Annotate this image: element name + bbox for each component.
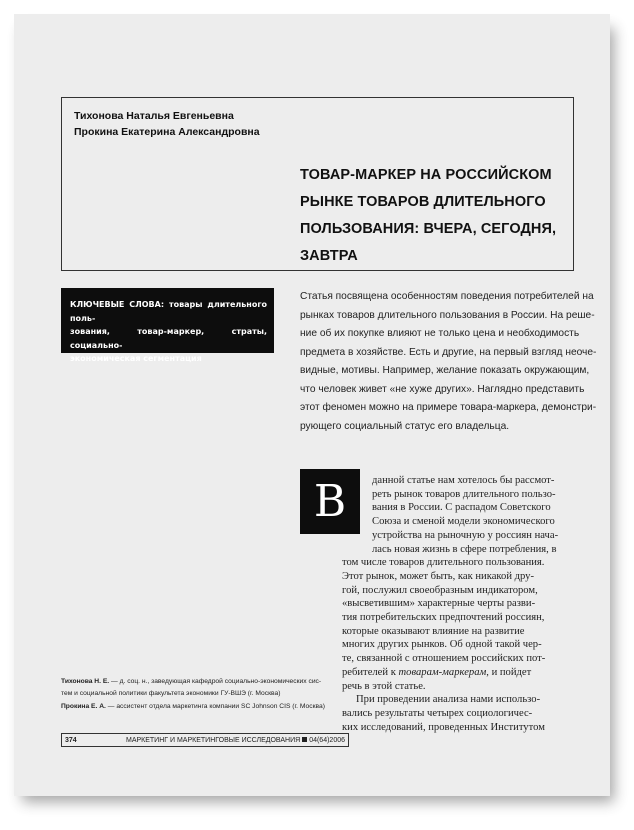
body-line: ких исследований, проведенных Институтом: [342, 721, 545, 733]
body-line: Союза и сменой модели экономического: [372, 516, 555, 528]
body-text-span: ребителей к: [342, 666, 399, 678]
body-line: вались результаты четырех социологичес-: [342, 707, 533, 719]
abstract-line: ние об их покупке влияют не только цена и необходимость: [300, 328, 580, 339]
body-line: При проведении анализа нами использо-: [356, 694, 541, 706]
page-footer: [61, 733, 349, 747]
body-line: гой, послужил своеобразным индикатором,: [342, 584, 538, 596]
author-2: Прокина Екатерина Александровна: [74, 126, 260, 138]
authors: [74, 108, 260, 140]
journal-info: [126, 737, 345, 744]
body-line: речь в этой статье.: [342, 680, 426, 692]
body-line: те, связанной с отношением российских пот-: [342, 653, 546, 665]
journal-name: МАРКЕТИНГ И МАРКЕТИНГОВЫЕ ИССЛЕДОВАНИЯ: [125, 736, 301, 744]
body-line: лась новая жизнь в сфере потребления, в: [372, 543, 557, 555]
author-footnotes: [61, 676, 351, 713]
abstract-line: Статья посвящена особенностям поведения потребителей на: [300, 291, 594, 302]
article-title: [300, 162, 560, 270]
body-line: том числе товаров длительного пользования.: [342, 557, 545, 569]
abstract-line: предмета в хозяйстве. Есть и другие, на первый взгляд неоче-: [300, 346, 597, 358]
body-line: «высветившим» характерные черты разви-: [342, 598, 536, 610]
drop-cap: В: [300, 469, 360, 534]
italic-term: товарам-маркерам: [398, 666, 487, 678]
keywords-line: КЛЮЧЕВЫЕ СЛОВА: товары длительного поль-: [70, 300, 267, 323]
header-box: [61, 97, 574, 271]
title-line: ПОЛЬЗОВАНИЯ: ВЧЕРА, СЕГОДНЯ,: [300, 221, 557, 237]
body-line: устройства на рыночную у россиян нача-: [372, 529, 559, 541]
body-line: многих других рынков. Об одной такой чер-: [342, 639, 542, 651]
title-line: ЗАВТРА: [300, 248, 358, 264]
footnote-line: [61, 676, 351, 688]
title-line: РЫНКЕ ТОВАРОВ ДЛИТЕЛЬНОГО: [300, 194, 546, 210]
abstract-line: что человек живет «не хуже других». Наглядно представить: [300, 383, 585, 395]
body-line: которые оказывают влияние на развитие: [342, 625, 525, 637]
abstract: [300, 288, 597, 436]
body-text-span: , и пойдет: [486, 666, 532, 678]
abstract-line: этот феномен можно на примере товара-маркера, демонстри-: [300, 402, 597, 413]
journal-page: [14, 14, 610, 796]
footnote-author: Тихонова Н. Е.: [61, 678, 110, 685]
footnote-author: Прокина Е. А.: [61, 702, 106, 710]
body-line: вания в России. С распадом Советского: [372, 502, 551, 514]
footnote-text: — д. соц. н., заведующая кафедрой социально-экономических сис-: [109, 678, 322, 685]
footnote-line: [61, 701, 351, 713]
square-separator-icon: [302, 737, 307, 742]
abstract-line: рующего социальный статус его владельца.: [300, 420, 510, 432]
body-line: Этот рынок, может быть, как никакой дру-: [342, 570, 535, 582]
abstract-line: рынках товаров длительного пользования в России. На реше-: [300, 309, 595, 321]
issue-number: 04(64)2006: [309, 736, 345, 744]
abstract-line: видные, мотивы. Например, желание показать окружающим,: [300, 365, 590, 376]
body-line: реть рынок товаров длительного пользо-: [372, 488, 556, 500]
author-1: Тихонова Наталья Евгеньевна: [74, 110, 234, 122]
body-line: данной статье нам хотелось бы рассмот-: [372, 475, 555, 486]
footnote-line: тем и социальной политики факультета экономики ГУ-ВШЭ (г. Москва): [61, 690, 281, 698]
footnote-text: — ассистент отдела маркетинга компании SC Johnson CIS (г. Москва): [105, 702, 325, 710]
keywords-box: [61, 288, 274, 363]
page-number: 374: [65, 736, 77, 744]
title-line: ТОВАР-МАРКЕР НА РОССИЙСКОМ: [300, 167, 552, 183]
body-line: тия потребительских предпочтений россиян,: [342, 612, 545, 624]
keywords-line: зования, товар-маркер, страты, социально-: [70, 327, 267, 350]
keywords-line: экономическая сегментация: [70, 354, 202, 363]
